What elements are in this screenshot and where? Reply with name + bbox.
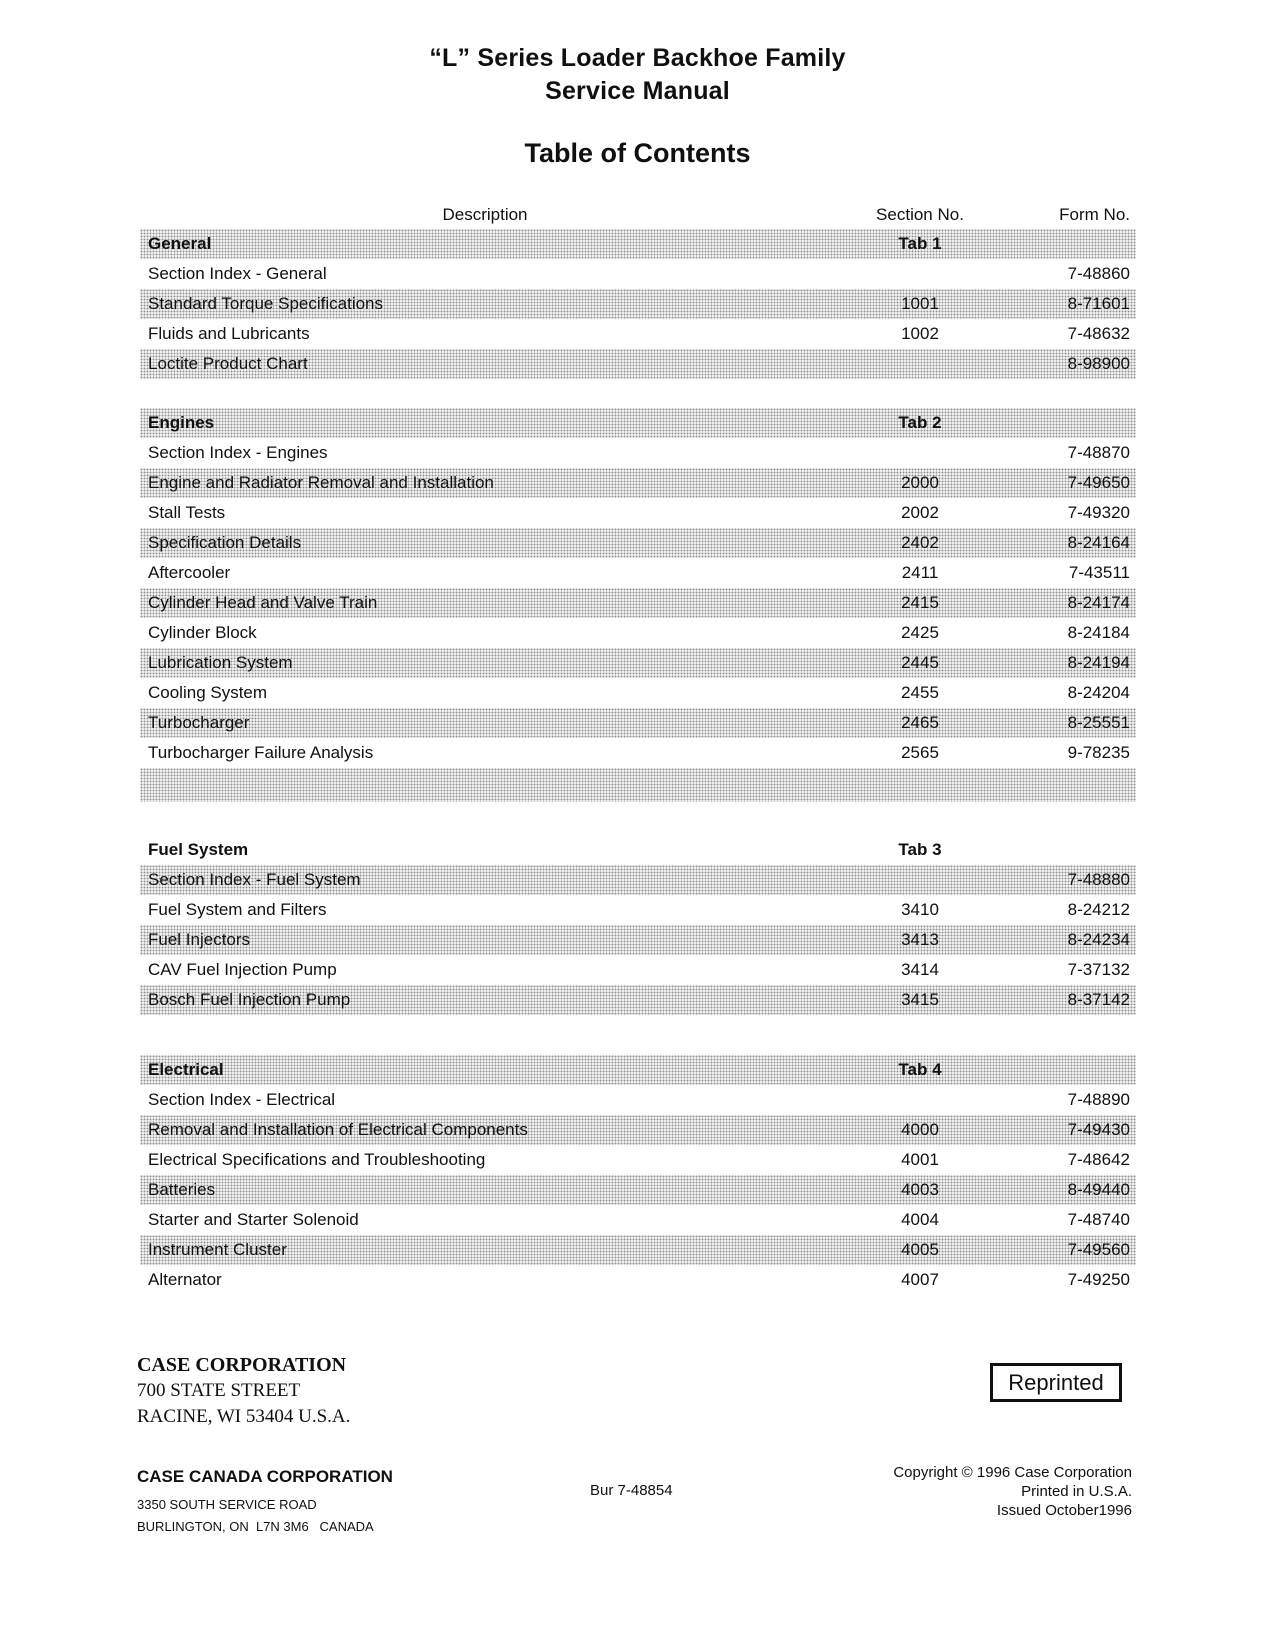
row-form-no: 8-24164 — [1067, 533, 1130, 552]
section-tab: Tab 2 — [898, 413, 942, 432]
row-section-no — [830, 349, 1010, 379]
row-description: Fluids and Lubricants — [148, 324, 310, 343]
row-section-no: 2415 — [901, 593, 939, 612]
row-form-no: 7-48740 — [1067, 1210, 1130, 1229]
copyright-block — [893, 1463, 1132, 1520]
row-description: Alternator — [148, 1270, 222, 1289]
row-form-no: 8-24184 — [1067, 623, 1130, 642]
row-section-no: 2002 — [901, 503, 939, 522]
printed-in-line: Printed in U.S.A. — [1021, 1483, 1132, 1500]
reprinted-stamp: Reprinted — [990, 1363, 1122, 1402]
row-form-no: 8-24204 — [1067, 683, 1130, 702]
canada-company-name: CASE CANADA CORPORATION — [137, 1467, 393, 1486]
row-section-no — [830, 259, 1010, 289]
row-section-no: 4005 — [901, 1240, 939, 1259]
section-gap — [140, 379, 1136, 408]
section-form-empty — [1010, 1055, 1136, 1085]
row-form-no: 8-24194 — [1067, 653, 1130, 672]
row-form-no: 7-49320 — [1067, 503, 1130, 522]
row-form-no: 7-48632 — [1067, 324, 1130, 343]
row-description: Loctite Product Chart — [148, 354, 308, 373]
table-row — [140, 618, 1136, 648]
table-row — [140, 955, 1136, 985]
toc-table-body — [140, 229, 1136, 1295]
table-row — [140, 259, 1136, 289]
row-section-no: 3413 — [901, 930, 939, 949]
row-section-no: 2411 — [901, 563, 939, 582]
row-section-no: 4004 — [901, 1210, 939, 1229]
row-description: Cylinder Head and Valve Train — [148, 593, 378, 612]
manual-title-line1: “L” Series Loader Backhoe Family — [429, 44, 846, 72]
canada-address-line1: 3350 SOUTH SERVICE ROAD — [137, 1497, 317, 1512]
row-form-no: 8-49440 — [1067, 1180, 1130, 1199]
table-row — [140, 708, 1136, 738]
table-row — [140, 468, 1136, 498]
section-header-row — [140, 408, 1136, 438]
section-form-empty — [1010, 408, 1136, 438]
row-form-no: 7-49430 — [1067, 1120, 1130, 1139]
table-row — [140, 1145, 1136, 1175]
manual-title-line2: Service Manual — [545, 77, 730, 105]
table-row — [140, 1205, 1136, 1235]
row-form-no: 8-24234 — [1067, 930, 1130, 949]
table-row — [140, 319, 1136, 349]
row-description: Fuel Injectors — [148, 930, 251, 949]
row-section-no: 2565 — [901, 743, 939, 762]
column-header-section-no: Section No. — [876, 205, 964, 224]
row-section-no: 2000 — [901, 473, 939, 492]
row-form-no: 7-48890 — [1067, 1090, 1130, 1109]
table-row — [140, 648, 1136, 678]
row-form-no: 7-49250 — [1067, 1270, 1130, 1289]
row-description: Instrument Cluster — [148, 1240, 287, 1259]
column-headers — [140, 205, 1136, 225]
table-row — [140, 498, 1136, 528]
row-section-no — [830, 1085, 1010, 1115]
table-row — [140, 865, 1136, 895]
table-row — [140, 438, 1136, 468]
table-row — [140, 985, 1136, 1015]
row-description: Electrical Specifications and Troubleshooting — [148, 1150, 486, 1169]
row-description: Starter and Starter Solenoid — [148, 1210, 359, 1229]
row-form-no: 7-48642 — [1067, 1150, 1130, 1169]
table-row — [140, 895, 1136, 925]
row-section-no: 4007 — [901, 1270, 939, 1289]
row-section-no: 4000 — [901, 1120, 939, 1139]
us-company-name: CASE CORPORATION — [137, 1354, 347, 1376]
case-canada-address — [137, 1466, 393, 1538]
section-gap — [140, 802, 1136, 835]
row-description: Section Index - General — [148, 264, 327, 283]
section-name: General — [148, 234, 212, 253]
table-row — [140, 558, 1136, 588]
table-row — [140, 1175, 1136, 1205]
row-section-no: 1001 — [901, 294, 939, 313]
case-corporation-address — [137, 1352, 350, 1430]
row-section-no: 3415 — [901, 990, 939, 1009]
row-description: Batteries — [148, 1180, 216, 1199]
section-name: Electrical — [148, 1060, 224, 1079]
section-header-row — [140, 229, 1136, 259]
shaded-spacer-bar — [140, 768, 1136, 802]
section-header-row — [140, 1055, 1136, 1085]
bur-number: Bur 7-48854 — [590, 1482, 673, 1499]
page-title: Table of Contents — [524, 138, 751, 168]
copyright-line: Copyright © 1996 Case Corporation — [893, 1464, 1132, 1481]
table-row — [140, 528, 1136, 558]
row-description: Removal and Installation of Electrical Components — [148, 1120, 528, 1139]
table-row — [140, 738, 1136, 768]
issued-line: Issued October1996 — [996, 1502, 1132, 1519]
row-section-no: 2402 — [901, 533, 939, 552]
section-name: Fuel System — [148, 840, 249, 859]
row-form-no: 7-48880 — [1067, 870, 1130, 889]
column-header-description: Description — [442, 205, 528, 224]
row-section-no: 4003 — [901, 1180, 939, 1199]
row-description: Bosch Fuel Injection Pump — [148, 990, 351, 1009]
row-description: CAV Fuel Injection Pump — [148, 960, 337, 979]
row-description: Turbocharger Failure Analysis — [148, 743, 374, 762]
row-form-no: 8-37142 — [1067, 990, 1130, 1009]
page-header — [0, 0, 1275, 169]
row-form-no: 7-48860 — [1067, 264, 1130, 283]
table-row — [140, 925, 1136, 955]
section-name: Engines — [148, 413, 215, 432]
row-form-no: 7-48870 — [1067, 443, 1130, 462]
row-section-no: 3414 — [901, 960, 939, 979]
row-section-no: 2425 — [901, 623, 939, 642]
table-row — [140, 1085, 1136, 1115]
row-section-no — [830, 865, 1010, 895]
canada-address-line2: BURLINGTON, ON L7N 3M6 CANADA — [137, 1519, 374, 1534]
column-header-form-no: Form No. — [1059, 205, 1130, 224]
row-section-no: 1002 — [901, 324, 939, 343]
row-form-no: 7-37132 — [1067, 960, 1130, 979]
us-address-line2: RACINE, WI 53404 U.S.A. — [137, 1406, 351, 1427]
row-description: Engine and Radiator Removal and Installation — [148, 473, 494, 492]
row-form-no: 7-43511 — [1068, 563, 1130, 582]
row-section-no — [830, 438, 1010, 468]
row-section-no: 3410 — [901, 900, 939, 919]
section-form-empty — [1010, 835, 1136, 865]
row-section-no: 2445 — [901, 653, 939, 672]
section-form-empty — [1010, 229, 1136, 259]
row-description: Stall Tests — [148, 503, 226, 522]
table-row — [140, 1235, 1136, 1265]
table-of-contents — [140, 205, 1136, 1295]
row-form-no: 7-49650 — [1067, 473, 1130, 492]
table-row — [140, 289, 1136, 319]
row-form-no: 8-24174 — [1067, 593, 1130, 612]
row-description: Lubrication System — [148, 653, 293, 672]
us-address-line1: 700 STATE STREET — [137, 1380, 301, 1401]
row-section-no: 4001 — [901, 1150, 939, 1169]
row-description: Section Index - Fuel System — [148, 870, 361, 889]
row-section-no: 2465 — [901, 713, 939, 732]
row-form-no: 8-25551 — [1067, 713, 1130, 732]
table-row — [140, 1265, 1136, 1295]
section-header-row — [140, 835, 1136, 865]
row-section-no: 2455 — [901, 683, 939, 702]
section-tab: Tab 1 — [898, 234, 942, 253]
row-form-no: 9-78235 — [1067, 743, 1130, 762]
row-description: Section Index - Engines — [148, 443, 328, 462]
table-row — [140, 678, 1136, 708]
row-description: Cooling System — [148, 683, 268, 702]
row-description: Turbocharger — [148, 713, 250, 732]
row-form-no: 8-98900 — [1067, 354, 1130, 373]
row-description: Standard Torque Specifications — [148, 294, 384, 313]
row-description: Section Index - Electrical — [148, 1090, 336, 1109]
section-tab: Tab 3 — [898, 840, 942, 859]
row-description: Aftercooler — [148, 563, 231, 582]
row-description: Specification Details — [148, 533, 302, 552]
table-row — [140, 1115, 1136, 1145]
row-form-no: 8-71601 — [1067, 294, 1130, 313]
table-row — [140, 588, 1136, 618]
row-description: Fuel System and Filters — [148, 900, 327, 919]
table-row — [140, 349, 1136, 379]
row-form-no: 7-49560 — [1067, 1240, 1130, 1259]
row-form-no: 8-24212 — [1067, 900, 1130, 919]
section-tab: Tab 4 — [898, 1060, 942, 1079]
section-gap — [140, 1015, 1136, 1055]
row-description: Cylinder Block — [148, 623, 257, 642]
